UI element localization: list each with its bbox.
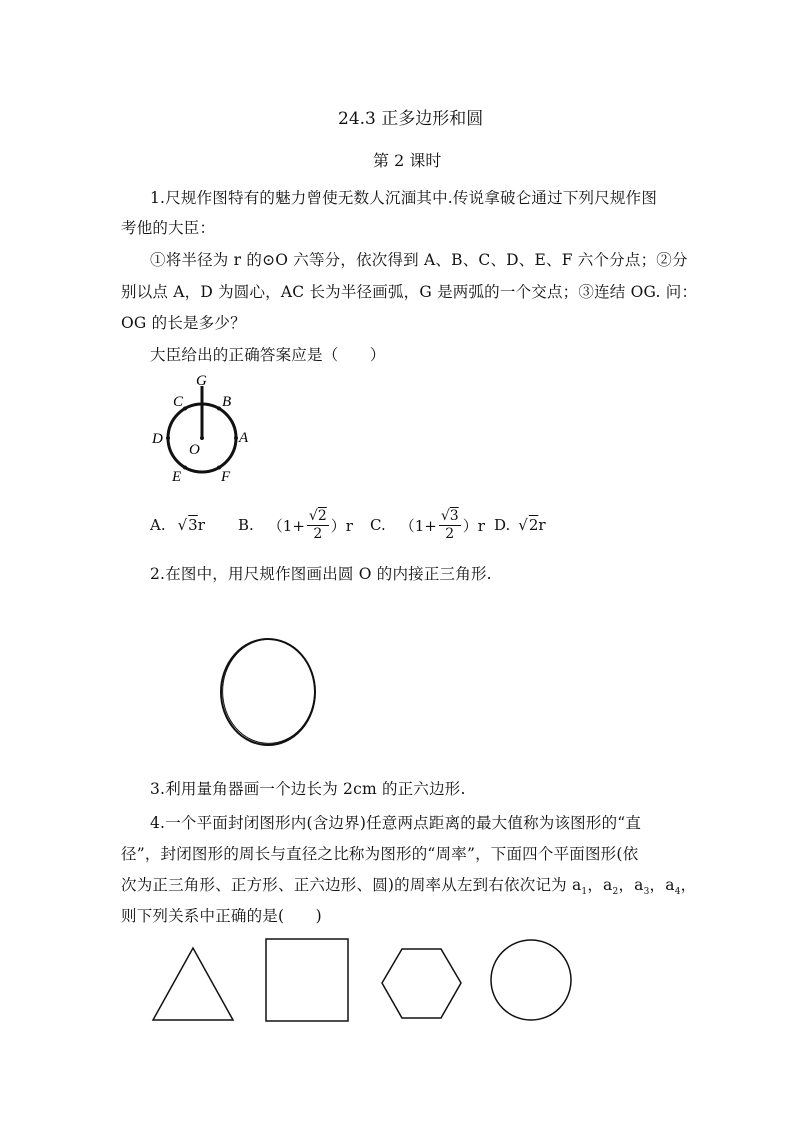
- option-d-radicand: 2: [528, 516, 539, 534]
- circle-shape: [491, 940, 571, 1020]
- q1-line-1: 1.尺规作图特有的魅力曾使无数人沉湎其中.传说拿破仑通过下列尺规作图: [150, 189, 658, 207]
- q1-line-3: ①将半径为 r 的⊙O 六等分，依次得到 A、B、C、D、E、F 六个分点；②分: [150, 251, 688, 269]
- label-g: G: [196, 373, 207, 389]
- q4-sub-4: 4: [674, 887, 681, 898]
- square: [266, 939, 348, 1021]
- option-b-denominator: 2: [313, 525, 323, 542]
- option-a: [150, 505, 205, 545]
- option-b-close: ）r: [330, 516, 353, 535]
- point-d: [166, 436, 170, 440]
- regular-hexagon: [382, 949, 461, 1018]
- option-c-open: （1+: [399, 516, 437, 535]
- option-d-sqrt: √2: [518, 516, 539, 534]
- label-c: C: [173, 394, 184, 410]
- page-title: 24.3 正多边形和圆: [338, 109, 484, 129]
- q3-text: 3.利用量角器画一个边长为 2cm 的正六边形.: [150, 780, 466, 798]
- option-a-label: A.: [150, 516, 166, 534]
- option-b-open: （1+: [267, 516, 305, 535]
- option-d: [494, 505, 546, 545]
- option-c: [370, 505, 485, 545]
- q4-sub-1: 1: [581, 887, 588, 898]
- option-b-fraction: [307, 508, 329, 543]
- option-c-fraction: [439, 508, 461, 543]
- equilateral-triangle: [153, 948, 233, 1020]
- option-b-label: B.: [238, 516, 254, 534]
- q4-sub-2: 2: [612, 887, 619, 898]
- label-b: B: [222, 394, 232, 410]
- q1-circle-figure: [140, 368, 270, 488]
- option-a-sqrt: √3: [177, 516, 198, 534]
- option-b-radicand: 2: [317, 507, 327, 524]
- option-c-denominator: 2: [445, 525, 455, 542]
- point-b: [217, 407, 221, 411]
- label-f: F: [221, 469, 231, 485]
- q1-line-2: 考他的大臣：: [121, 219, 216, 237]
- q1-line-4: 别以点 A，D 为圆心，AC 长为半径画弧，G 是两弧的一个交点；③连结 OG. 问：: [121, 283, 698, 301]
- q4-line-3-text: 次为正三角形、正方形、正六边形、圆)的周率从左到右依次记为 a: [121, 876, 582, 894]
- point-c: [183, 407, 187, 411]
- q2-circle: [216, 634, 320, 750]
- option-c-radicand: 3: [449, 507, 459, 524]
- label-a: A: [239, 430, 249, 446]
- point-e: [183, 466, 187, 470]
- q4-line-3: 次为正三角形、正方形、正六边形、圆)的周率从左到右依次记为 $a_1$，$a_2$，$a_3$，$a_4$，: [121, 876, 697, 898]
- point-o: [200, 436, 204, 440]
- option-c-label: C.: [370, 516, 386, 534]
- q4-sub-3: 3: [643, 887, 650, 898]
- q4-line-4: 则下列关系中正确的是( ): [121, 907, 322, 925]
- q1-line-6: 大臣给出的正确答案应是（ ）: [150, 346, 386, 364]
- q4-line-1: 4.一个平面封闭图形内(含边界)任意两点距离的最大值称为该图形的“直: [150, 814, 642, 832]
- option-a-radicand: 3: [188, 516, 198, 534]
- option-a-tail: r: [197, 516, 205, 534]
- label-e: E: [172, 469, 182, 485]
- option-d-tail: r: [538, 516, 546, 534]
- q2-text: 2.在图中，用尺规作图画出圆 O 的内接正三角形.: [150, 565, 492, 583]
- option-b: [238, 505, 353, 545]
- q1-line-5: OG 的长是多少？: [121, 314, 246, 332]
- point-a: [234, 436, 238, 440]
- page-subtitle: 第 2 课时: [373, 151, 442, 170]
- label-o: O: [189, 442, 200, 458]
- option-b-numerator: √2: [308, 507, 327, 524]
- q4-shapes: [140, 930, 590, 1030]
- label-d: D: [152, 431, 163, 447]
- q4-line-2: 径”，封闭图形的周长与直径之比称为图形的“周率”，下面四个平面图形(依: [121, 845, 639, 863]
- option-c-close: ）r: [462, 516, 485, 535]
- option-c-numerator: √3: [440, 507, 459, 524]
- option-d-label: D.: [494, 516, 511, 534]
